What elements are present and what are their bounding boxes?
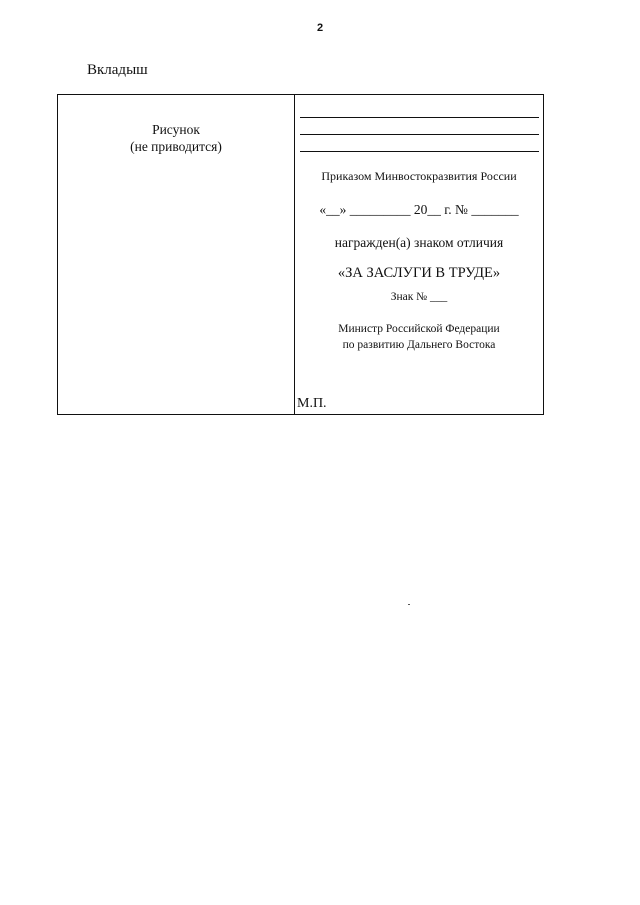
picture-caption-line2: (не приводится): [130, 139, 222, 154]
minister-line2: по развитию Дальнего Востока: [342, 339, 496, 351]
name-blank-line-2: [300, 134, 539, 135]
awarded-text: награжден(а) знаком отличия: [334, 235, 504, 250]
details-panel: [295, 95, 543, 414]
minister-title: [295, 321, 543, 353]
award-name: «ЗА ЗАСЛУГИ В ТРУДЕ»: [337, 265, 501, 281]
name-blank-line-1: [300, 117, 539, 118]
insert-label: Вкладыш: [87, 62, 148, 78]
award-insert-card: [57, 94, 544, 415]
picture-panel: [58, 95, 295, 414]
scan-speck: [408, 604, 410, 605]
name-blank-line-3: [300, 151, 539, 152]
order-title: Приказом Минвостокразвития России: [321, 169, 517, 183]
badge-number: Знак № ___: [390, 291, 448, 303]
picture-caption-line1: Рисунок: [152, 122, 200, 137]
page-number: 2: [316, 22, 324, 34]
picture-caption: [58, 121, 294, 155]
minister-line1: Министр Российской Федерации: [338, 323, 500, 335]
order-date-line: «__» _________ 20__ г. № _______: [319, 202, 519, 217]
seal-placeholder: М.П.: [297, 396, 327, 411]
